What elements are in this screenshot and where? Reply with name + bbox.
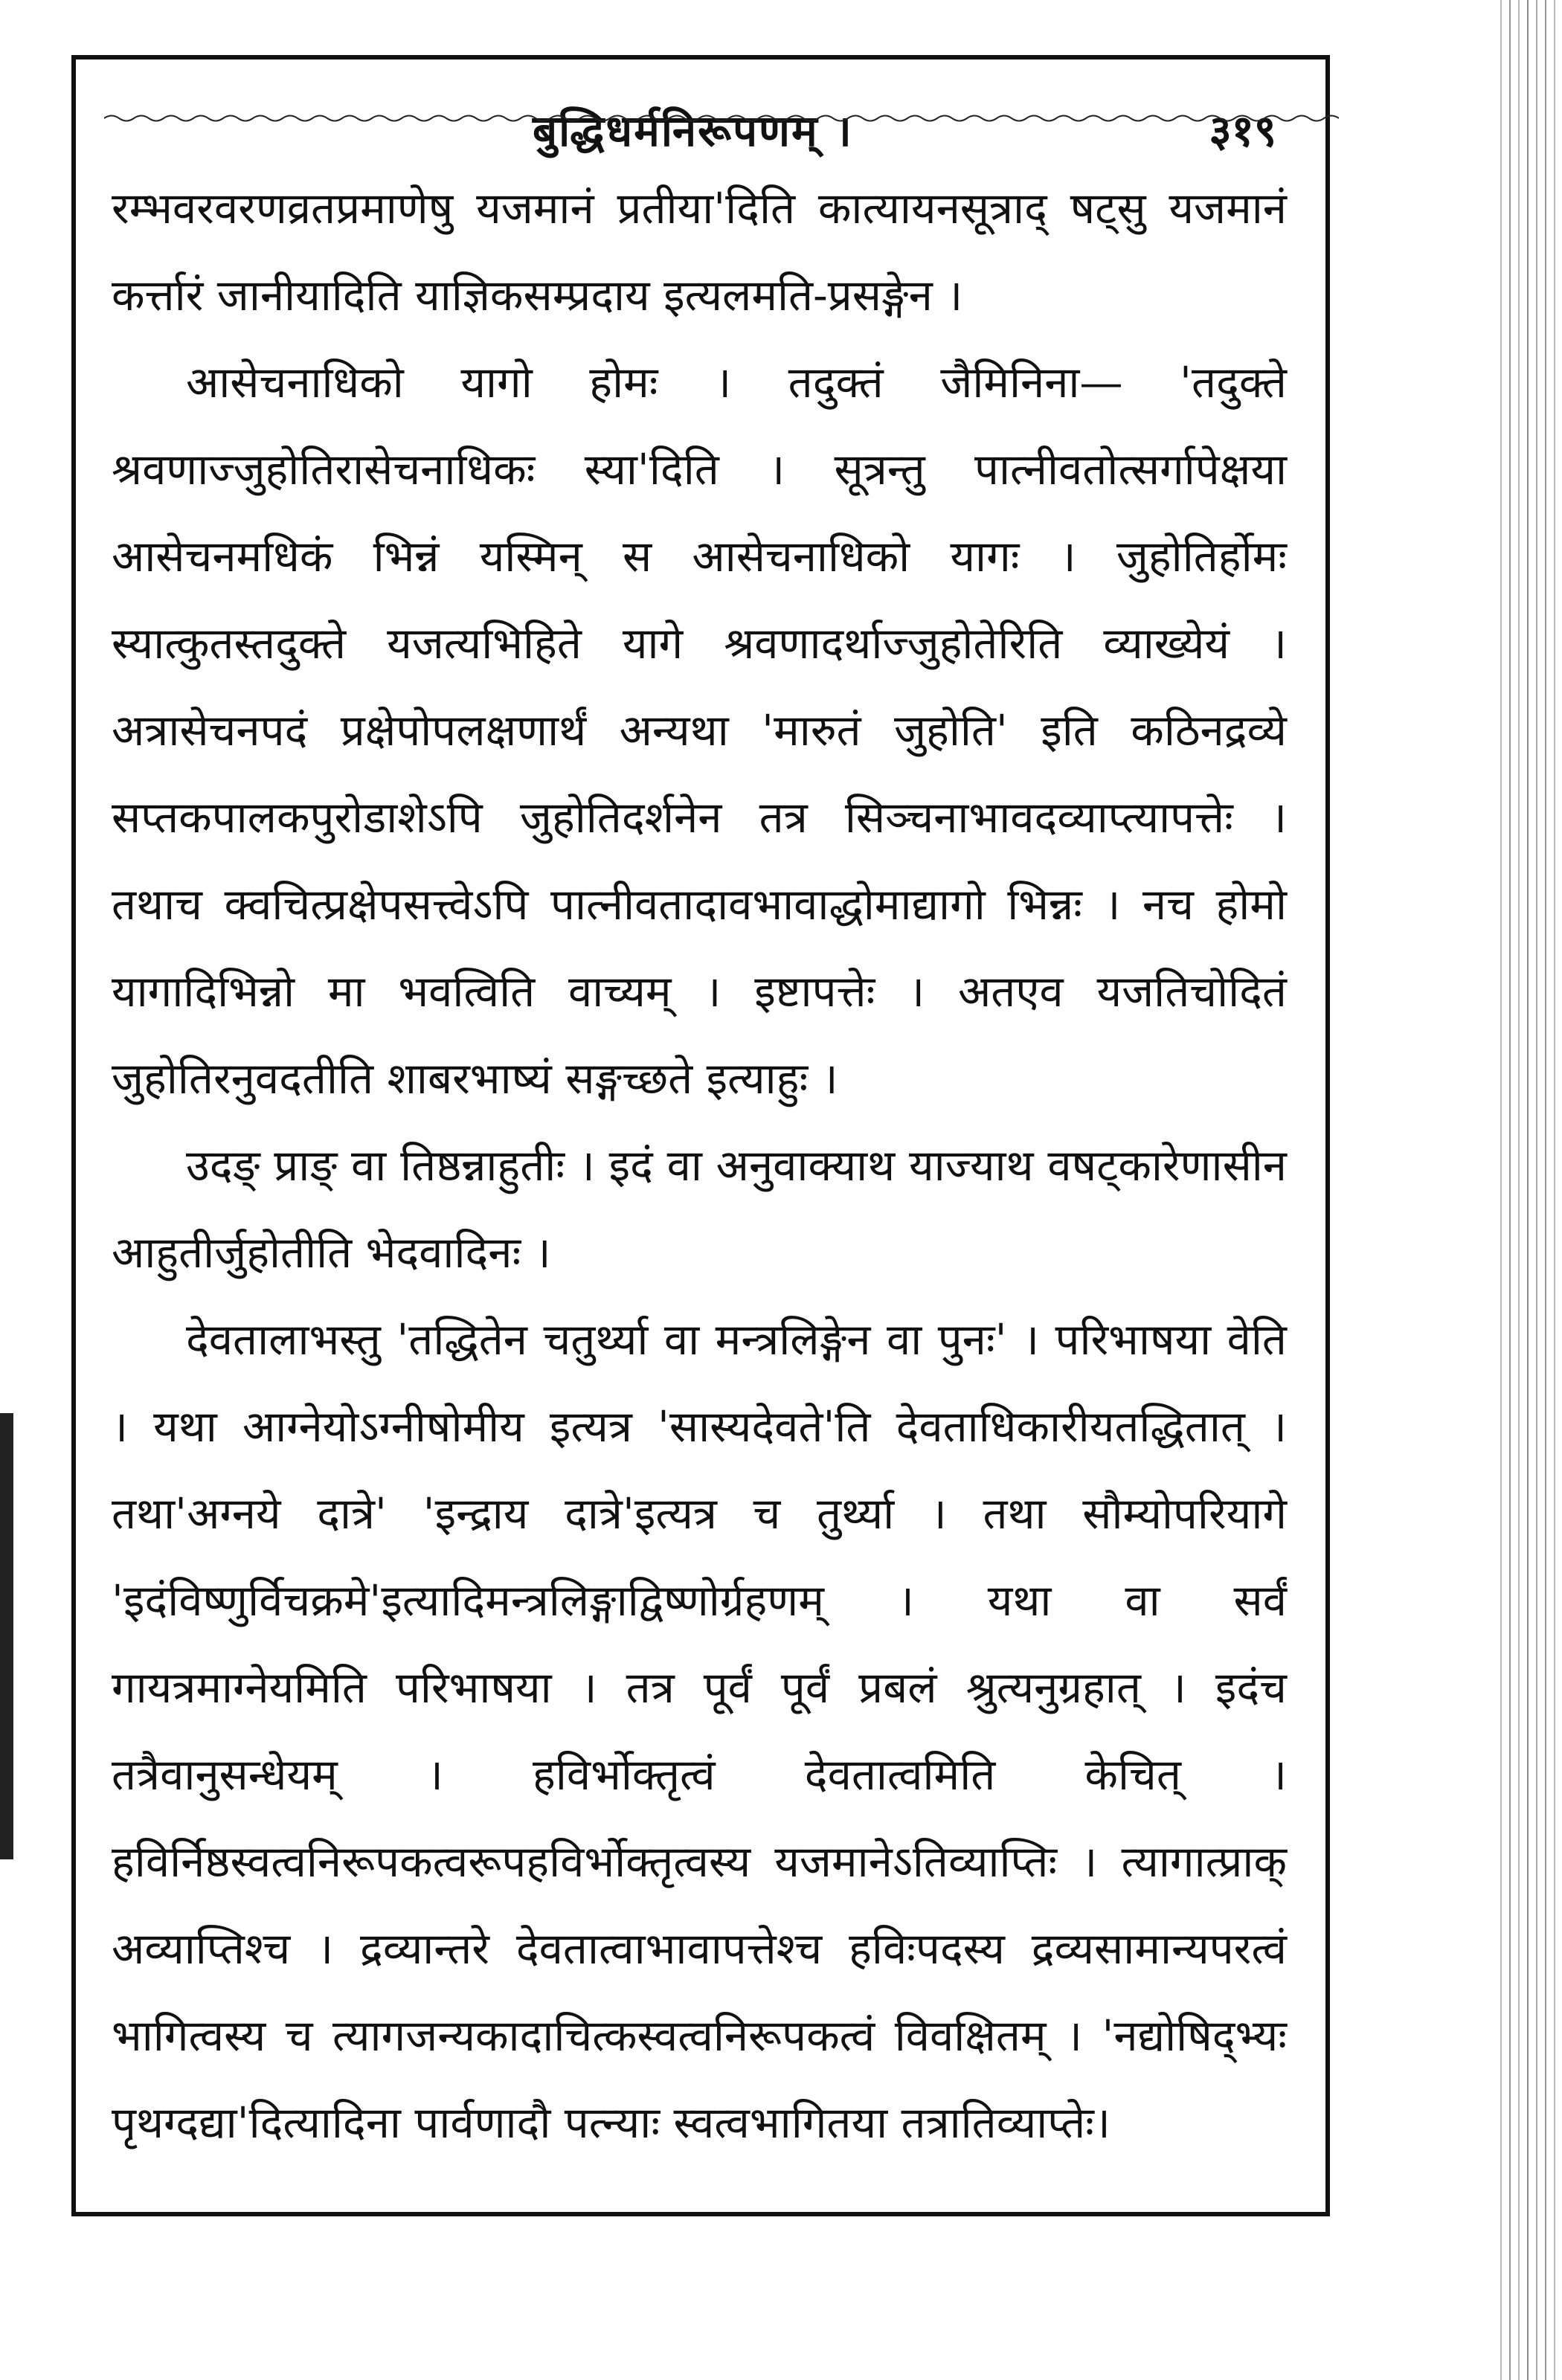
frame-border-right xyxy=(1325,55,1330,2216)
frame-border-bottom xyxy=(71,2212,1330,2216)
page-header xyxy=(116,85,1299,167)
paragraph-4: देवतालाभस्तु 'तद्धितेन चतुर्थ्या वा मन्त्रलिङ्गेन वा पुनः' । परिभाषया वेति । यथा आग्नेयोऽग्नीषोमीय इत्यत्र 'सास्यदेवते'ति देवताधिकारीयतद्धितात् । तथा'अग्नये दात्रे' 'इन्द्राय दात्रे'इत्यत्र च तुर्थ्या । तथा सौम्योपरियागे 'इदंविष्णुर्विचक्रमे'इत्यादिमन्त्रलिङ्गाद्विष्णोर्ग्रहणम् । यथा वा सर्वं गायत्रमाग्नेयमिति परिभाषया । तत्र पूर्वं पूर्वं प्रबलं श्रुत्यनुग्रहात् । इदंच तत्रैवानुसन्धेयम् । हविर्भोक्तृत्वं देवतात्वमिति केचित् । हविर्निष्ठस्वत्वनिरूपकत्वरूपहविर्भोक्तृत्वस्य यजमानेऽतिव्याप्तिः । त्यागात्प्राक् अव्याप्तिश्च । द्रव्यान्तरे देवतात्वाभावापत्तेश्च हविःपदस्य द्रव्यसामान्यपरत्वं भागित्वस्य च त्यागजन्यकादाचित्कस्वत्वनिरूपकत्वं विवक्षितम् । 'नद्योषिद्भ्यः पृथग्दद्या'दित्यादिना पार्वणादौ पत्न्याः स्वत्वभागितया तत्रातिव्याप्तेः। xyxy=(112,1314,1287,2148)
paragraph-1: रम्भवरवरणव्रतप्रमाणेषु यजमानं प्रतीया'दिति कात्यायनसूत्राद् षट्सु यजमानं कर्त्तारं जानीयादिति याज्ञिकसम्प्रदाय इत्यलमति-प्रसङ्गेन । xyxy=(112,183,1287,321)
running-title: बुद्धिधर्मनिरूपणम् । xyxy=(533,106,853,156)
wavy-rule-divider xyxy=(104,112,1339,125)
adjacent-page-edge xyxy=(1495,0,1562,2380)
paragraph-2: आसेचनाधिको यागो होमः । तदुक्तं जैमिनिना— 'तदुक्ते श्रवणाज्जुहोतिरासेचनाधिकः स्या'दिति । सूत्रन्तु पात्नीवतोत्सर्गापेक्षया आसेचनमधिकं भिन्नं यस्मिन् स आसेचनाधिको यागः । जुहोतिर्होमः स्यात्कुतस्तदुक्ते यजत्यभिहिते यागे श्रवणादर्थाज्जुहोतेरिति व्याख्येयं । अत्रासेचनपदं प्रक्षेपोपलक्षणार्थं अन्यथा 'मारुतं जुहोति' इति कठिनद्रव्ये सप्तकपालकपुरोडाशेऽपि जुहोतिदर्शनेन तत्र सिञ्चनाभावदव्याप्त्यापत्तेः । तथाच क्वचित्प्रक्षेपसत्त्वेऽपि पात्नीवतादावभावाद्धोमाद्यागो भिन्नः । नच होमो यागादिभिन्नो मा भवत्विति वाच्यम् । इष्टापत्तेः । अतएव यजतिचोदितं जुहोतिरनुवदतीति शाबरभाष्यं सङ्गच्छते इत्याहुः । xyxy=(112,357,1287,1104)
frame-border-top xyxy=(71,55,1330,60)
binding-edge-mark xyxy=(0,1413,13,1859)
page-number: ३१९ xyxy=(1209,106,1276,156)
body-text xyxy=(112,165,1287,2167)
frame-border-left xyxy=(71,55,76,2216)
paragraph-3: उदङ् प्राङ् वा तिष्ठन्नाहुतीः । इदं वा अनुवाक्याथ याज्याथ वषट्कारेणासीन आहुतीर्जुहोतीति भेदवादिनः । xyxy=(112,1140,1287,1278)
